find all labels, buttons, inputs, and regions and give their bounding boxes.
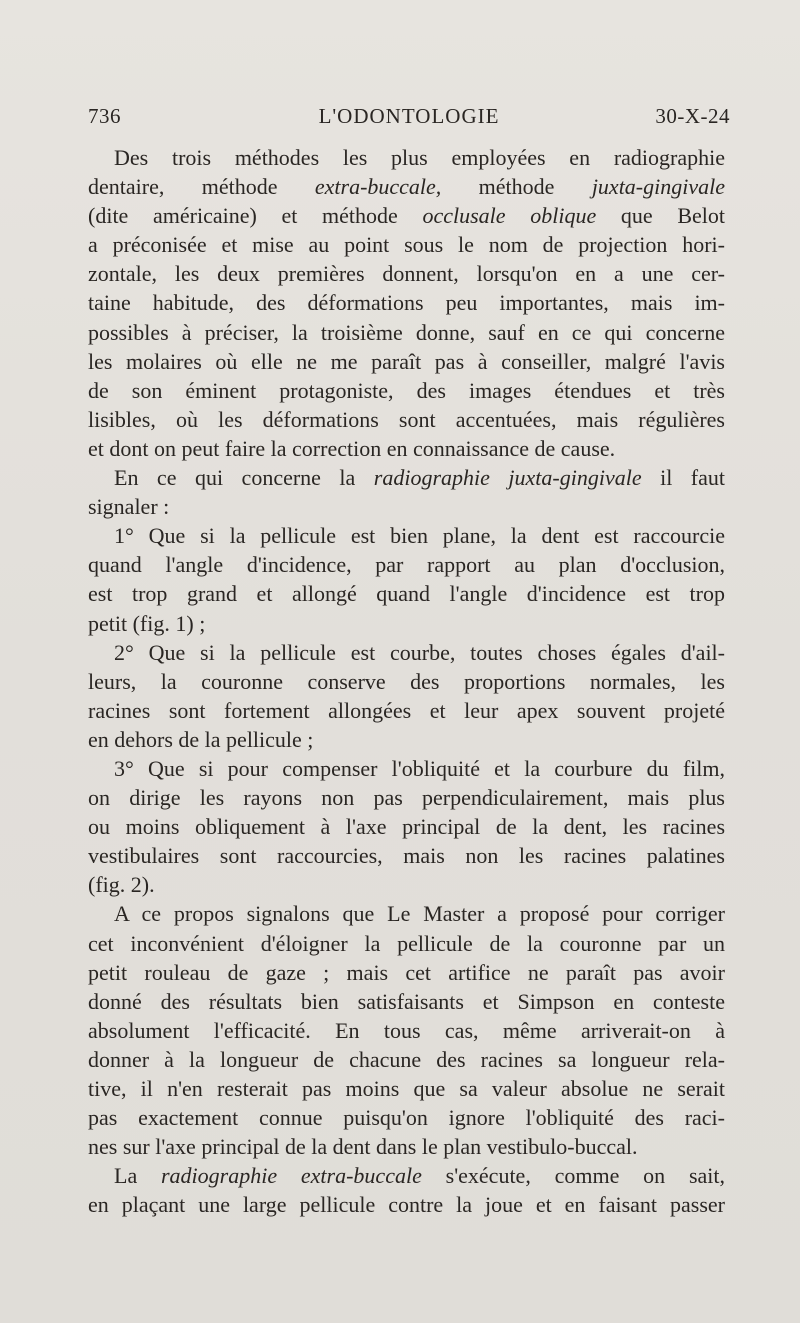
paragraph (88, 899, 725, 1161)
text-line (88, 492, 725, 521)
text-line (88, 347, 725, 376)
text-run: dentaire, méthode (88, 174, 315, 200)
text-run: tive, il n'en resterait pas moins que sa valeur absolue ne serait (88, 1076, 725, 1101)
text-run: possibles à préciser, la troisième donne, sauf en ce qui concerne (88, 319, 725, 345)
paragraph (88, 754, 725, 899)
italic-term: extra-buccale, (314, 174, 442, 200)
text-line (88, 172, 725, 201)
text-run: méthode (441, 174, 592, 200)
text-run: A ce propos signalons que Le Master a proposé pour corriger (114, 901, 725, 927)
text-run: leurs, la couronne conserve des proportions normales, les (88, 668, 725, 694)
issue-date: 30-X-24 (655, 104, 730, 128)
text-run: que Belot (596, 203, 725, 229)
text-line (88, 1103, 725, 1132)
text-line (88, 463, 725, 492)
text-run: signaler : (88, 494, 170, 520)
text-line (88, 405, 725, 434)
text-run: absolument l'efficacité. En tous cas, même arriverait-on à (88, 1017, 725, 1043)
body-text (88, 143, 725, 1219)
text-line (88, 288, 725, 317)
journal-title: L'ODONTOLOGIE (318, 104, 500, 128)
text-line (88, 434, 725, 463)
text-run: (fig. 2). (88, 872, 155, 898)
text-line (88, 754, 725, 783)
page-number: 736 (88, 104, 121, 128)
text-run: 1° Que si la pellicule est bien plane, la dent est raccourcie (114, 523, 725, 549)
text-run: donner à la longueur de chacune des racines sa longueur rela- (88, 1046, 725, 1072)
text-run: en dehors de la pellicule ; (88, 726, 314, 752)
text-run: 2° Que si la pellicule est courbe, toutes choses égales d'ail- (114, 639, 725, 665)
text-run: ou moins obliquement à l'axe principal de la dent, les racines (88, 814, 725, 840)
text-run: donné des résultats bien satisfaisants et Simpson en conteste (88, 988, 725, 1014)
text-line (88, 812, 725, 841)
text-line (88, 1161, 725, 1190)
text-line (88, 1074, 725, 1103)
text-run: taine habitude, des déformations peu importantes, mais im- (88, 290, 725, 316)
text-line (88, 783, 725, 812)
text-run: zontale, les deux premières donnent, lorsqu'on en a une cer- (88, 261, 725, 287)
paragraph (88, 638, 725, 754)
text-line (88, 696, 725, 725)
text-line (88, 1132, 725, 1161)
text-run: quand l'angle d'incidence, par rapport au plan d'occlusion, (88, 552, 725, 578)
text-run: en plaçant une large pellicule contre la joue et en faisant passer (88, 1192, 725, 1218)
text-line (88, 230, 725, 259)
text-line (88, 521, 725, 550)
text-line (88, 579, 725, 608)
text-line (88, 201, 725, 230)
text-run: La (114, 1163, 161, 1189)
text-line (88, 899, 725, 928)
paragraph (88, 1161, 725, 1219)
text-line (88, 870, 725, 899)
text-run: de son éminent protagoniste, des images étendues et très (88, 377, 725, 403)
italic-term: juxta-gingivale (591, 174, 725, 200)
text-run: nes sur l'axe principal de la dent dans le plan vestibulo-buccal. (88, 1134, 638, 1160)
text-run: lisibles, où les déformations sont accentuées, mais régulières (88, 406, 725, 432)
text-run: et dont on peut faire la correction en connaissance de cause. (88, 435, 616, 461)
text-line (88, 841, 725, 870)
italic-term: radiographie extra-buccale (161, 1163, 422, 1189)
text-line (88, 609, 725, 638)
text-run: petit (fig. 1) ; (88, 610, 206, 636)
running-header (88, 104, 730, 138)
paragraph (88, 463, 725, 521)
text-line (88, 958, 725, 987)
text-run: (dite américaine) et méthode (88, 203, 423, 229)
text-line (88, 1016, 725, 1045)
text-run: cet inconvénient d'éloigner la pellicule de la couronne par un (88, 930, 725, 956)
text-line (88, 259, 725, 288)
text-line (88, 1045, 725, 1074)
text-line (88, 987, 725, 1016)
text-run: Des trois méthodes les plus employées en radiographie (114, 145, 725, 170)
text-line (88, 143, 725, 172)
text-line (88, 929, 725, 958)
text-run: il faut (641, 465, 726, 491)
text-line (88, 638, 725, 667)
text-run: s'exécute, comme on sait, (421, 1163, 725, 1189)
text-run: est trop grand et allongé quand l'angle d'incidence est trop (88, 581, 725, 607)
paragraph (88, 143, 725, 463)
paragraph (88, 521, 725, 637)
text-run: racines sont fortement allongées et leur apex souvent projeté (88, 697, 725, 723)
italic-term: radiographie juxta-gingivale (373, 465, 642, 491)
italic-term: occlusale oblique (422, 203, 597, 229)
text-line (88, 725, 725, 754)
text-run: En ce qui concerne la (114, 465, 374, 491)
text-run: pas exactement connue puisqu'on ignore l'obliquité des raci- (88, 1105, 725, 1131)
text-line (88, 318, 725, 347)
text-line (88, 550, 725, 579)
text-run: on dirige les rayons non pas perpendiculairement, mais plus (88, 785, 725, 811)
text-run: vestibulaires sont raccourcies, mais non les racines palatines (88, 843, 725, 869)
text-line (88, 376, 725, 405)
text-line (88, 667, 725, 696)
text-run: petit rouleau de gaze ; mais cet artifice ne paraît pas avoir (88, 959, 725, 985)
text-run: les molaires où elle ne me paraît pas à conseiller, malgré l'avis (88, 348, 725, 374)
text-line (88, 1190, 725, 1219)
text-run: a préconisée et mise au point sous le nom de projection hori- (88, 232, 725, 258)
text-run: 3° Que si pour compenser l'obliquité et la courbure du film, (114, 755, 725, 781)
